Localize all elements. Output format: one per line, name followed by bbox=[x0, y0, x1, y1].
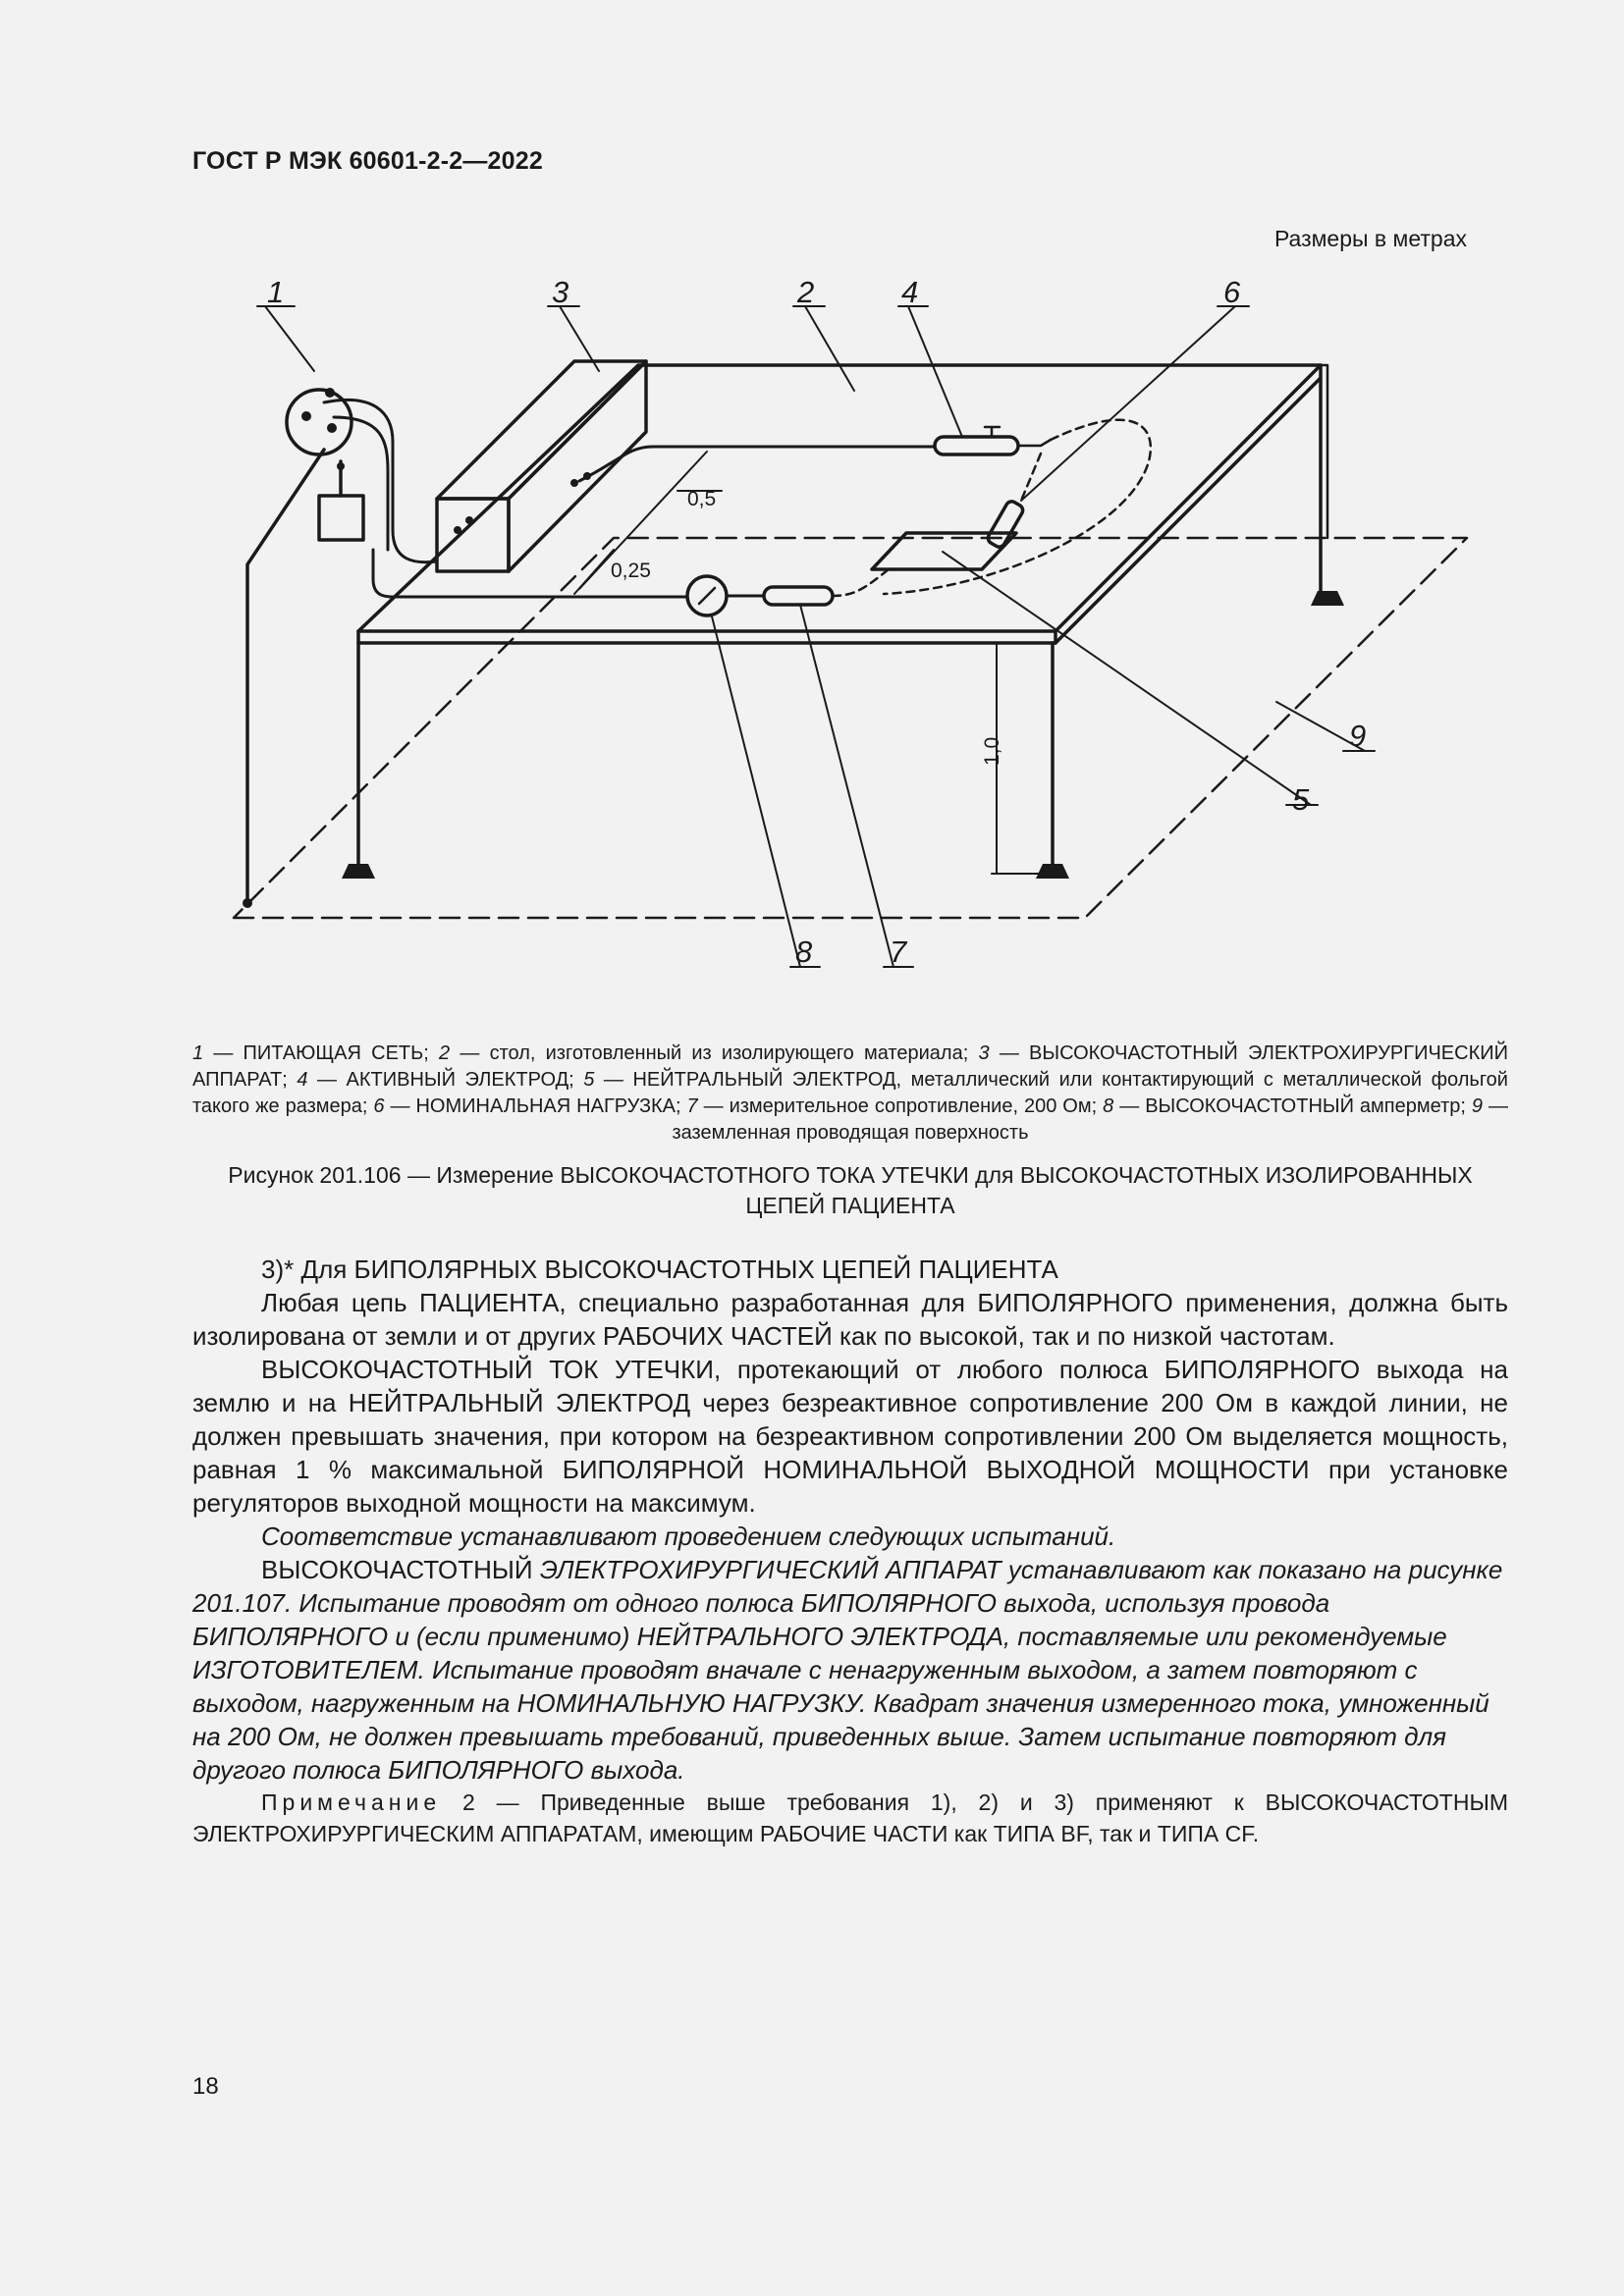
paragraph-compliance: Соответствие устанавливают проведением следующих испытаний. bbox=[261, 1522, 1116, 1551]
note bbox=[192, 1787, 1508, 1849]
callout-7: 7 bbox=[890, 934, 907, 969]
callout-1: 1 bbox=[267, 275, 285, 309]
measuring-resistor bbox=[764, 587, 833, 605]
dim-label-05: 0,5 bbox=[687, 488, 717, 510]
note-text: 2 — Приведенные выше требования 1), 2) и 3) применяют к ВЫСОКОЧАСТОТНЫМ ЭЛЕКТРОХИРУРГИЧЕСКИМ АППАРАТАМ, имеющим РАБОЧИЕ ЧАСТИ как ТИПА BF, так и ТИПА CF. bbox=[192, 1789, 1508, 1846]
dim-label-025: 0,25 bbox=[611, 560, 651, 582]
callout-4: 4 bbox=[901, 275, 919, 309]
paragraph: Любая цепь ПАЦИЕНТА, специально разработанная для БИПОЛЯРНОГО применения, должна быть изолирована от земли и от других РАБОЧИХ ЧАСТЕЙ как по высокой, так и по низкой частотам. bbox=[192, 1288, 1508, 1351]
note-label: Примечание bbox=[261, 1789, 442, 1815]
paragraph-test: ВЫСОКОЧАСТОТНЫЙ ЭЛЕКТРОХИРУРГИЧЕСКИЙ АППАРАТ устанавливают как показано на рисунке 201.107. Испытание проводят от одного полюса БИПОЛЯРНОГО выхода, используя провода БИПОЛЯРНОГО и (если применимо) НЕЙТРАЛЬНОГО ЭЛЕКТРОДА, поставляемые или рекомендуемые ИЗГОТОВИТЕЛЕМ. Испытание проводят вначале с ненагруженным выходом, а затем повторяют с выходом, нагруженным на НОМИНАЛЬНУЮ НАГРУЗКУ. Квадрат значения измеренного тока, умноженный на 200 Ом, не должен превышать требований, приведенных выше. Затем испытание повторяют для другого полюса БИПОЛЯРНОГО выхода. bbox=[192, 1555, 1503, 1785]
figure-caption: Рисунок 201.106 — Измерение ВЫСОКОЧАСТОТНОГО ТОКА УТЕЧКИ для ВЫСОКОЧАСТОТНЫХ ИЗОЛИРОВАННЫХ ЦЕПЕЙ ПАЦИЕНТА bbox=[228, 1162, 1473, 1218]
test-setup-figure bbox=[0, 265, 1624, 991]
earth-symbol bbox=[319, 496, 363, 540]
paragraph-heading: 3)* Для БИПОЛЯРНЫХ ВЫСОКОЧАСТОТНЫХ ЦЕПЕЙ ПАЦИЕНТА bbox=[261, 1255, 1058, 1284]
rated-load bbox=[986, 500, 1025, 550]
callout-8: 8 bbox=[795, 934, 813, 969]
active-electrode bbox=[935, 437, 1018, 454]
callout-2: 2 bbox=[797, 275, 815, 309]
callout-3: 3 bbox=[552, 275, 569, 309]
grounded-floor bbox=[234, 538, 1467, 918]
callout-6: 6 bbox=[1223, 275, 1241, 309]
dim-label-10: 1,0 bbox=[981, 736, 1003, 766]
dimensions-note: Размеры в метрах bbox=[1273, 226, 1467, 251]
figure-legend: 1 — ПИТАЮЩАЯ СЕТЬ; 2 — стол, изготовленный из изолирующего материала; 3 — ВЫСОКОЧАСТОТНЫЙ ЭЛЕКТРОХИРУРГИЧЕСКИЙ АППАРАТ; 4 — АКТИВНЫЙ ЭЛЕКТРОД; 5 — НЕЙТРАЛЬНЫЙ ЭЛЕКТРОД, металлический или контактирующий с металлической фольгой такого же размера; 6 — НОМИНАЛЬНАЯ НАГРУЗКА; 7 — измерительное сопротивление, 200 Ом; 8 — ВЫСОКОЧАСТОТНЫЙ амперметр; 9 — заземленная проводящая поверхность bbox=[192, 1042, 1508, 1144]
callout-5: 5 bbox=[1292, 782, 1310, 817]
page-number: 18 bbox=[192, 2073, 219, 2100]
standard-header: ГОСТ Р МЭК 60601-2-2—2022 bbox=[192, 147, 543, 175]
callout-9: 9 bbox=[1349, 719, 1367, 753]
hf-generator bbox=[437, 361, 646, 499]
paragraph: ВЫСОКОЧАСТОТНЫЙ ТОК УТЕЧКИ, протекающий от любого полюса БИПОЛЯРНОГО выхода на землю и на НЕЙТРАЛЬНЫЙ ЭЛЕКТРОД через безреактивное сопротивление 200 Ом в каждой линии, не должен превышать значения, при котором на безреактивном сопротивлении 200 Ом выделяется мощность, равная 1 % максимальной БИПОЛЯРНОЙ НОМИНАЛЬНОЙ ВЫХОДНОЙ МОЩНОСТИ при установке регуляторов выходной мощности на максимум. bbox=[192, 1355, 1508, 1518]
body-text bbox=[192, 1253, 1508, 1787]
